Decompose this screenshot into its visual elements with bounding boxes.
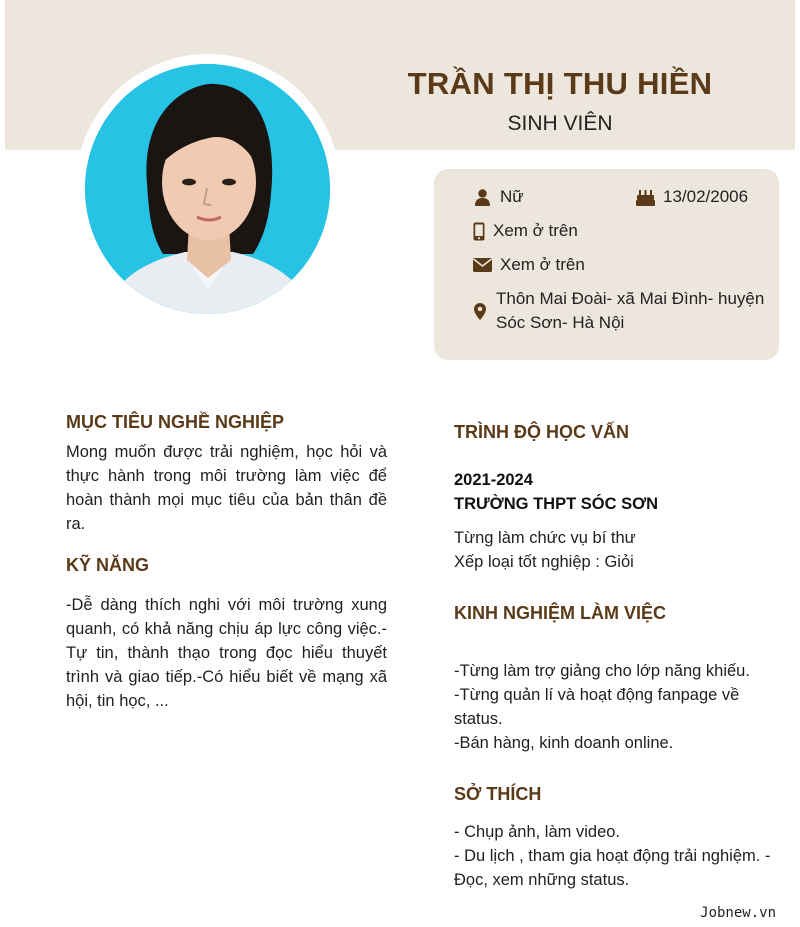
education-school: TRƯỜNG THPT SÓC SƠN	[454, 495, 659, 513]
education-detail: Xếp loại tốt nghiệp : Giỏi	[454, 553, 634, 571]
avatar	[85, 64, 330, 314]
gender-row	[472, 185, 524, 209]
envelope-icon	[472, 253, 492, 277]
skills-text: -Dễ dàng thích nghi với môi trường xung quanh, có khả năng chịu áp lực công việc.-Tự tin, thành thạo trong đọc hiểu thuyết trình và giao tiếp.-Có hiểu biết về mạng xã hội, tin học, ...	[66, 596, 387, 710]
experience-line: -Từng làm trợ giảng cho lớp năng khiếu.	[454, 662, 750, 680]
address-line-1: Thôn Mai Đoài- xã Mai Đình- huyện	[496, 289, 765, 308]
experience-line: -Bán hàng, kinh doanh online.	[454, 734, 674, 752]
address-line-2: Sóc Sơn- Hà Nội	[496, 313, 625, 332]
footer-brand[interactable]: Jobnew.vn	[700, 905, 776, 921]
birthday-value: 13/02/2006	[663, 187, 749, 206]
gender-value: Nữ	[500, 187, 524, 206]
address-row	[472, 287, 772, 335]
portrait-photo	[85, 64, 330, 314]
objective-title: MỤC TIÊU NGHỀ NGHIỆP	[66, 412, 285, 432]
experience-title: KINH NGHIỆM LÀM VIỆC	[454, 603, 667, 623]
candidate-role: SINH VIÊN	[507, 112, 613, 135]
skills-title: KỸ NĂNG	[66, 555, 150, 575]
candidate-name: TRẦN THỊ THU HIỀN	[407, 66, 713, 101]
experience-list	[454, 659, 750, 755]
objective-text: Mong muốn được trải nghiệm, học hỏi và thực hành trong môi trường làm việc để hoàn thành mọi mục tiêu của bản thân đề ra.	[66, 443, 387, 533]
education-detail: Từng làm chức vụ bí thư	[454, 529, 636, 547]
email-row	[472, 253, 585, 277]
experience-line: status.	[454, 710, 503, 728]
hobby-line: - Du lịch , tham gia hoạt động trải nghiệm. -	[454, 847, 771, 865]
email-value: Xem ở trên	[500, 255, 585, 274]
hobby-line: - Chụp ảnh, làm video.	[454, 823, 621, 841]
contact-card	[434, 169, 779, 360]
birthday-cake-icon	[635, 185, 655, 209]
address-value	[496, 287, 764, 335]
phone-value: Xem ở trên	[493, 221, 578, 240]
education-years: 2021-2024	[454, 471, 533, 489]
map-pin-icon	[472, 287, 488, 335]
hobbies-list	[454, 820, 770, 892]
phone-row	[472, 219, 578, 243]
education-details	[454, 526, 636, 574]
birthday-row	[635, 185, 748, 209]
phone-icon	[472, 219, 486, 243]
experience-line: -Từng quản lí và hoạt động fanpage về	[454, 686, 740, 704]
hobby-line: Đọc, xem những status.	[454, 871, 630, 889]
education-title: TRÌNH ĐỘ HỌC VẤN	[454, 422, 629, 442]
hobbies-title: SỞ THÍCH	[454, 784, 542, 804]
user-icon	[472, 185, 492, 209]
